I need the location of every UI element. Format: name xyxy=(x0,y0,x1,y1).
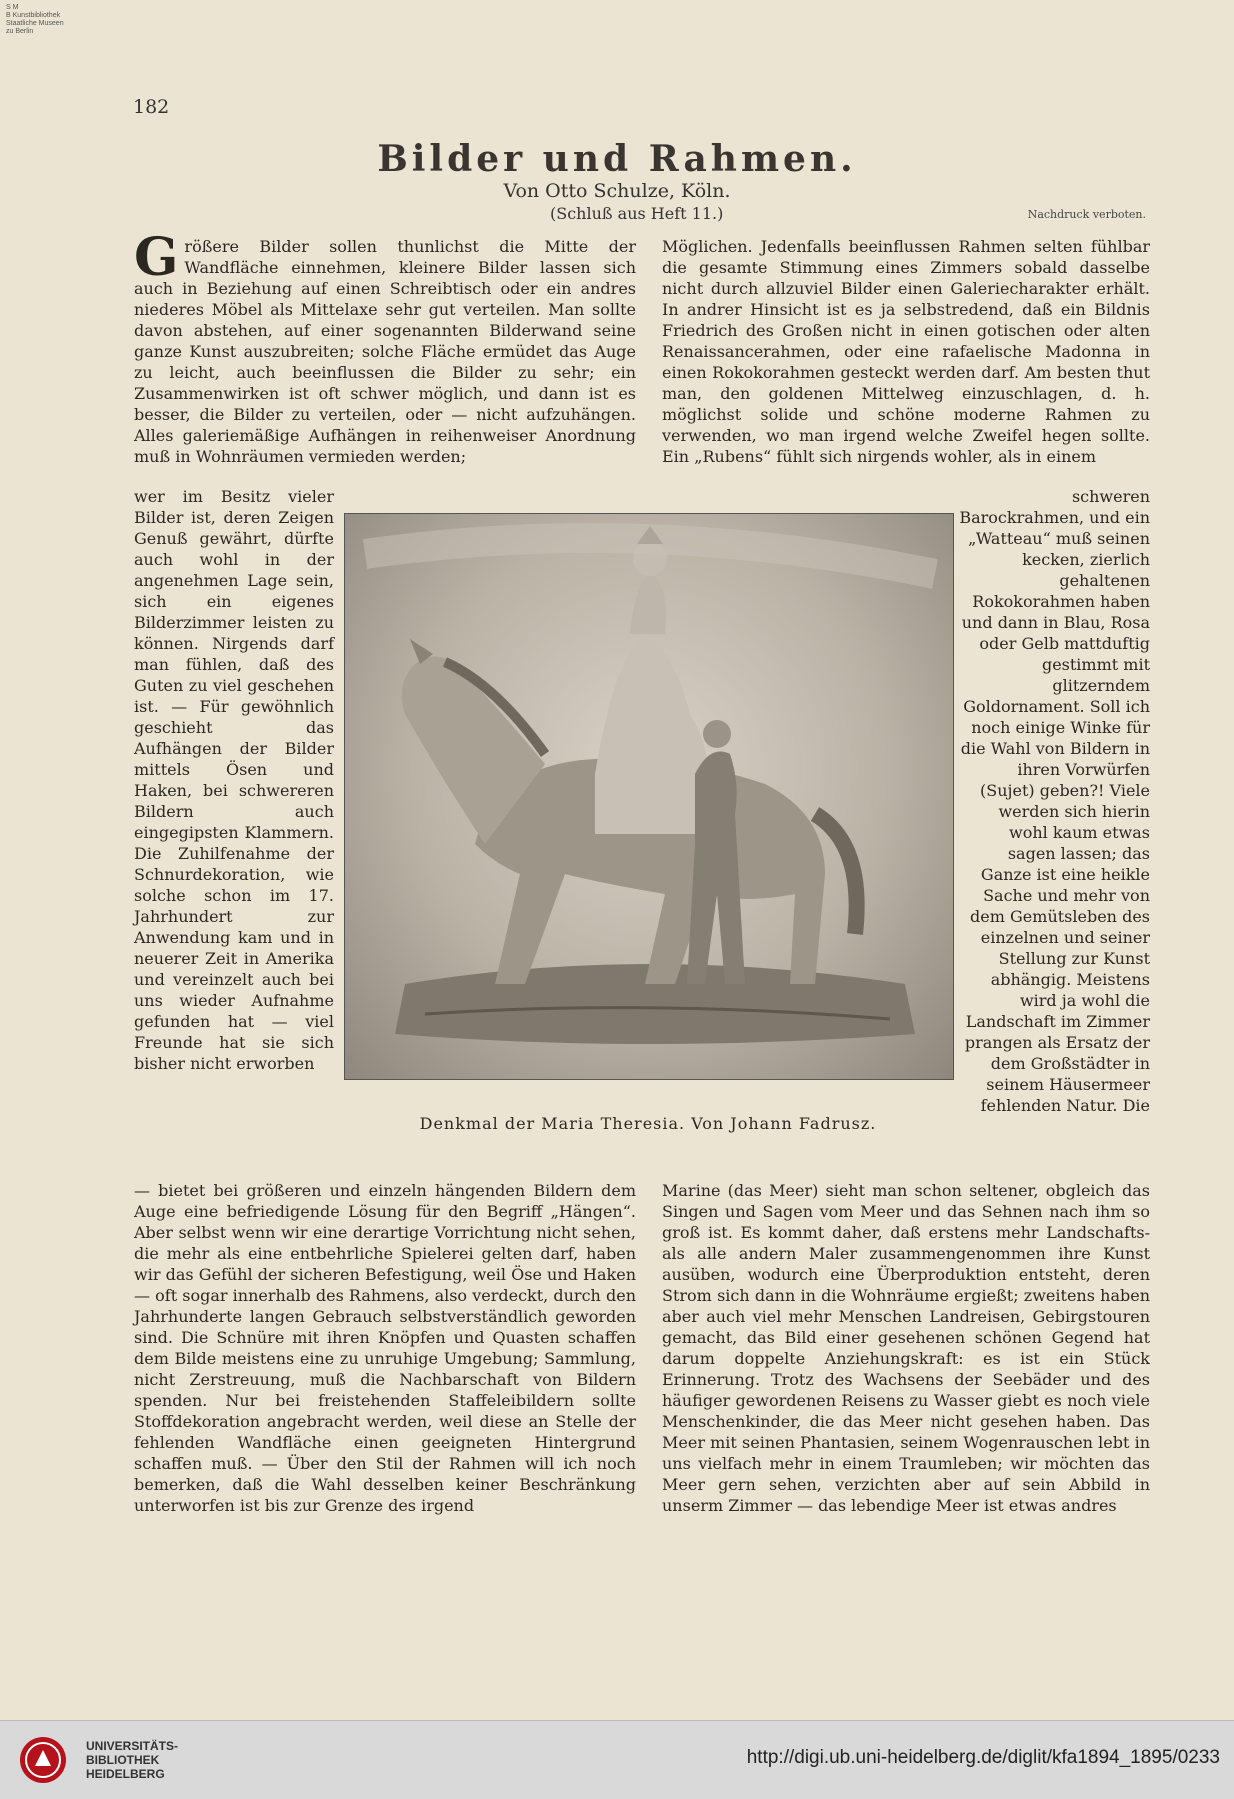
paragraph: rößere Bilder sollen thunlichst die Mitte der Wandfläche einnehmen, kleinere Bilder lassen sich auch in Beziehung auf einen Schreibtisch oder ein andres niederes Möbel als Mittelaxe sehr gut verteilen. Man sollte davon abstehen, auf einer sogenannten Bilderwand seine ganze Kunst auszubreiten; solche Fläche ermüdet das Auge zu leicht, auch beeinflussen die Bilder zu sehr; ein Zusammenwirken ist oft schwer möglich, und dann ist es besser, die Bilder zu verteilen, oder — nicht aufzuhängen. Alles galeriemäßige Aufhängen in reihenweiser Anordnung muß in Wohnräumen vermieden werden; xyxy=(134,237,636,466)
library-name-line: BIBLIOTHEK xyxy=(86,1753,160,1767)
stamp-line: Staatliche Museen xyxy=(6,20,64,27)
article-byline: Von Otto Schulze, Köln. xyxy=(503,180,731,202)
footer-bar xyxy=(0,1720,1234,1799)
paragraph: — bietet bei größeren und einzeln hängenden Bildern dem Auge eine befriedigende Lösung für den Begriff „Hängen“. Aber selbst wenn wir eine derartige Vorrichtung nicht sehen, die mehr als eine entbehrliche Spielerei gelten darf, haben wir das Gefühl der sicheren Befestigung, weil Öse und Haken — oft sogar innerhalb des Rahmens, also verdeckt, durch den Jahrhunderte langen Gebrauch selbstverständlich geworden sind. Die Schnüre mit ihren Knöpfen und Quasten schaffen dem Bilde meistens eine zu unruhige Umgebung; Sammlung, nicht Zerstreuung, muß die Nachbarschaft von Bildern spenden. Nur bei freistehenden Staffeleibildern sollte Stoffdekoration angebracht werden, weil diese an Stelle der fehlenden Wandfläche einen geeigneten Hintergrund schaffen muß. — Über den Stil der Rahmen will ich noch bemerken, daß die Wahl desselben keiner Beschränkung unterworfen ist bis zur Grenze des irgend xyxy=(134,1181,636,1515)
paragraph: Möglichen. Jedenfalls beeinflussen Rahmen selten fühlbar die gesamte Stimmung eines Zimmers sobald dasselbe nicht durch allzuviel Bilder einen Galeriecharakter erhält. In andrer Hinsicht ist es ja selbstredend, daß ein Bildnis Friedrich des Großen nicht in einen gotischen oder alten Renaissancerahmen, oder eine rafaelische Madonna in einen Rokokorahmen gesteckt werden darf. Am besten thut man, den goldenen Mittelweg einzuschlagen, d. h. möglichst solide und schöne moderne Rahmen zu verwenden, wo man irgend welche Zweifel hegen sollte. Ein „Rubens“ fühlt sich nirgends wohler, als in einem xyxy=(662,237,1150,466)
text-column-left-top xyxy=(134,227,636,486)
text-column-right-wrap xyxy=(958,486,1150,1180)
paragraph: schweren Barockrahmen, und ein „Watteau“ muß seinen kecken, zierlich gehaltenen Rokokorahmen haben und dann in Blau, Rosa oder Gelb mattduftig gestimmt mit glitzerndem Goldornament. Soll ich noch einige Winke für die Wahl von Bildern in ihren Vorwürfen (Sujet) geben?! Viele werden sich hierin wohl kaum etwas sagen lassen; das Ganze ist eine heikle Sache und mehr von dem Gemütsleben des einzelnen und seiner Stellung zur Kunst abhängig. Meistens wird ja wohl die Landschaft im Zimmer prangen als Ersatz der dem Großstädter in seinem Häusermeer fehlenden Natur. Die xyxy=(959,487,1150,1115)
library-stamp xyxy=(6,4,96,36)
library-name-line: UNIVERSITÄTS- xyxy=(86,1739,179,1753)
paragraph: Marine (das Meer) sieht man schon seltener, obgleich das Singen und Sagen vom Meer und das Sehnen nach ihm so groß ist. Es kommt daher, daß erstens mehr Landschafts- als alle andern Maler zusammengenommen ihre Kunst ausüben, wodurch eine Überproduktion entsteht, deren Strom sich dann in die Wohnräume ergießt; zweitens haben aber auch viel mehr Menschen Landreisen, Gebirgstouren gemacht, das Bild einer gesehenen schönen Gegend hat darum doppelte Anziehungskraft: es ist ein Stück Erinnerung. Trotz des Wachsens der Seebäder und des häufiger gewordenen Reisens zu Wasser giebt es noch viele Menschenkinder, die das Meer nicht gesehen haben. Das Meer mit seinen Phantasien, seinem Wogenrauschen lebt in uns vielfach mehr in einem Traumleben; wir möchten das Meer gern sehen, verzichten aber auf sein Abbild in unserm Zimmer — das lebendige Meer ist etwas andres xyxy=(662,1181,1150,1515)
university-seal-icon xyxy=(18,1735,68,1785)
library-name xyxy=(86,1739,178,1781)
continuation-note: (Schluß aus Heft 11.) xyxy=(550,204,724,223)
paragraph: wer im Besitz vieler Bilder ist, deren Zeigen Genuß gewährt, dürfte auch wohl in der angenehmen Lage sein, sich ein eigenes Bilderzimmer leisten zu können. Nirgends darf man fühlen, daß des Guten zu viel geschehen ist. — Für gewöhnlich geschieht das Aufhängen der Bilder mittels Ösen und Haken, bei schwereren Bildern auch eingegipsten Klammern. Die Zuhilfenahme der Schnurdekoration, wie solche schon im 17. Jahrhundert zur Anwendung kam und in neuerer Zeit in Amerika und vereinzelt auch bei uns wieder Aufnahme gefunden hat — viel Freunde hat sie sich bisher nicht erworben xyxy=(134,487,334,1073)
text-column-left-wrap xyxy=(134,486,334,1180)
text-column-left-bottom xyxy=(134,1180,636,1554)
text-column-right-bottom xyxy=(662,1180,1150,1554)
stamp-line: zu Berlin xyxy=(6,28,34,35)
statue-silhouette-icon xyxy=(345,514,953,1079)
page-number: 182 xyxy=(133,96,170,118)
library-name-line: HEIDELBERG xyxy=(86,1767,165,1781)
figure-caption: Denkmal der Maria Theresia. Von Johann Fadrusz. xyxy=(419,1114,877,1133)
stamp-line: B Kunstbibliothek xyxy=(6,12,61,19)
stamp-line: S M xyxy=(6,4,19,11)
drop-cap: G xyxy=(134,227,179,288)
article-title: Bilder und Rahmen. xyxy=(377,138,857,180)
text-column-right-top xyxy=(662,236,1150,486)
permalink-url[interactable]: http://digi.ub.uni-heidelberg.de/diglit/kfa1894_1895/0233 xyxy=(746,1747,1220,1768)
statue-illustration xyxy=(344,513,954,1080)
copyright-note: Nachdruck verboten. xyxy=(1027,208,1146,221)
